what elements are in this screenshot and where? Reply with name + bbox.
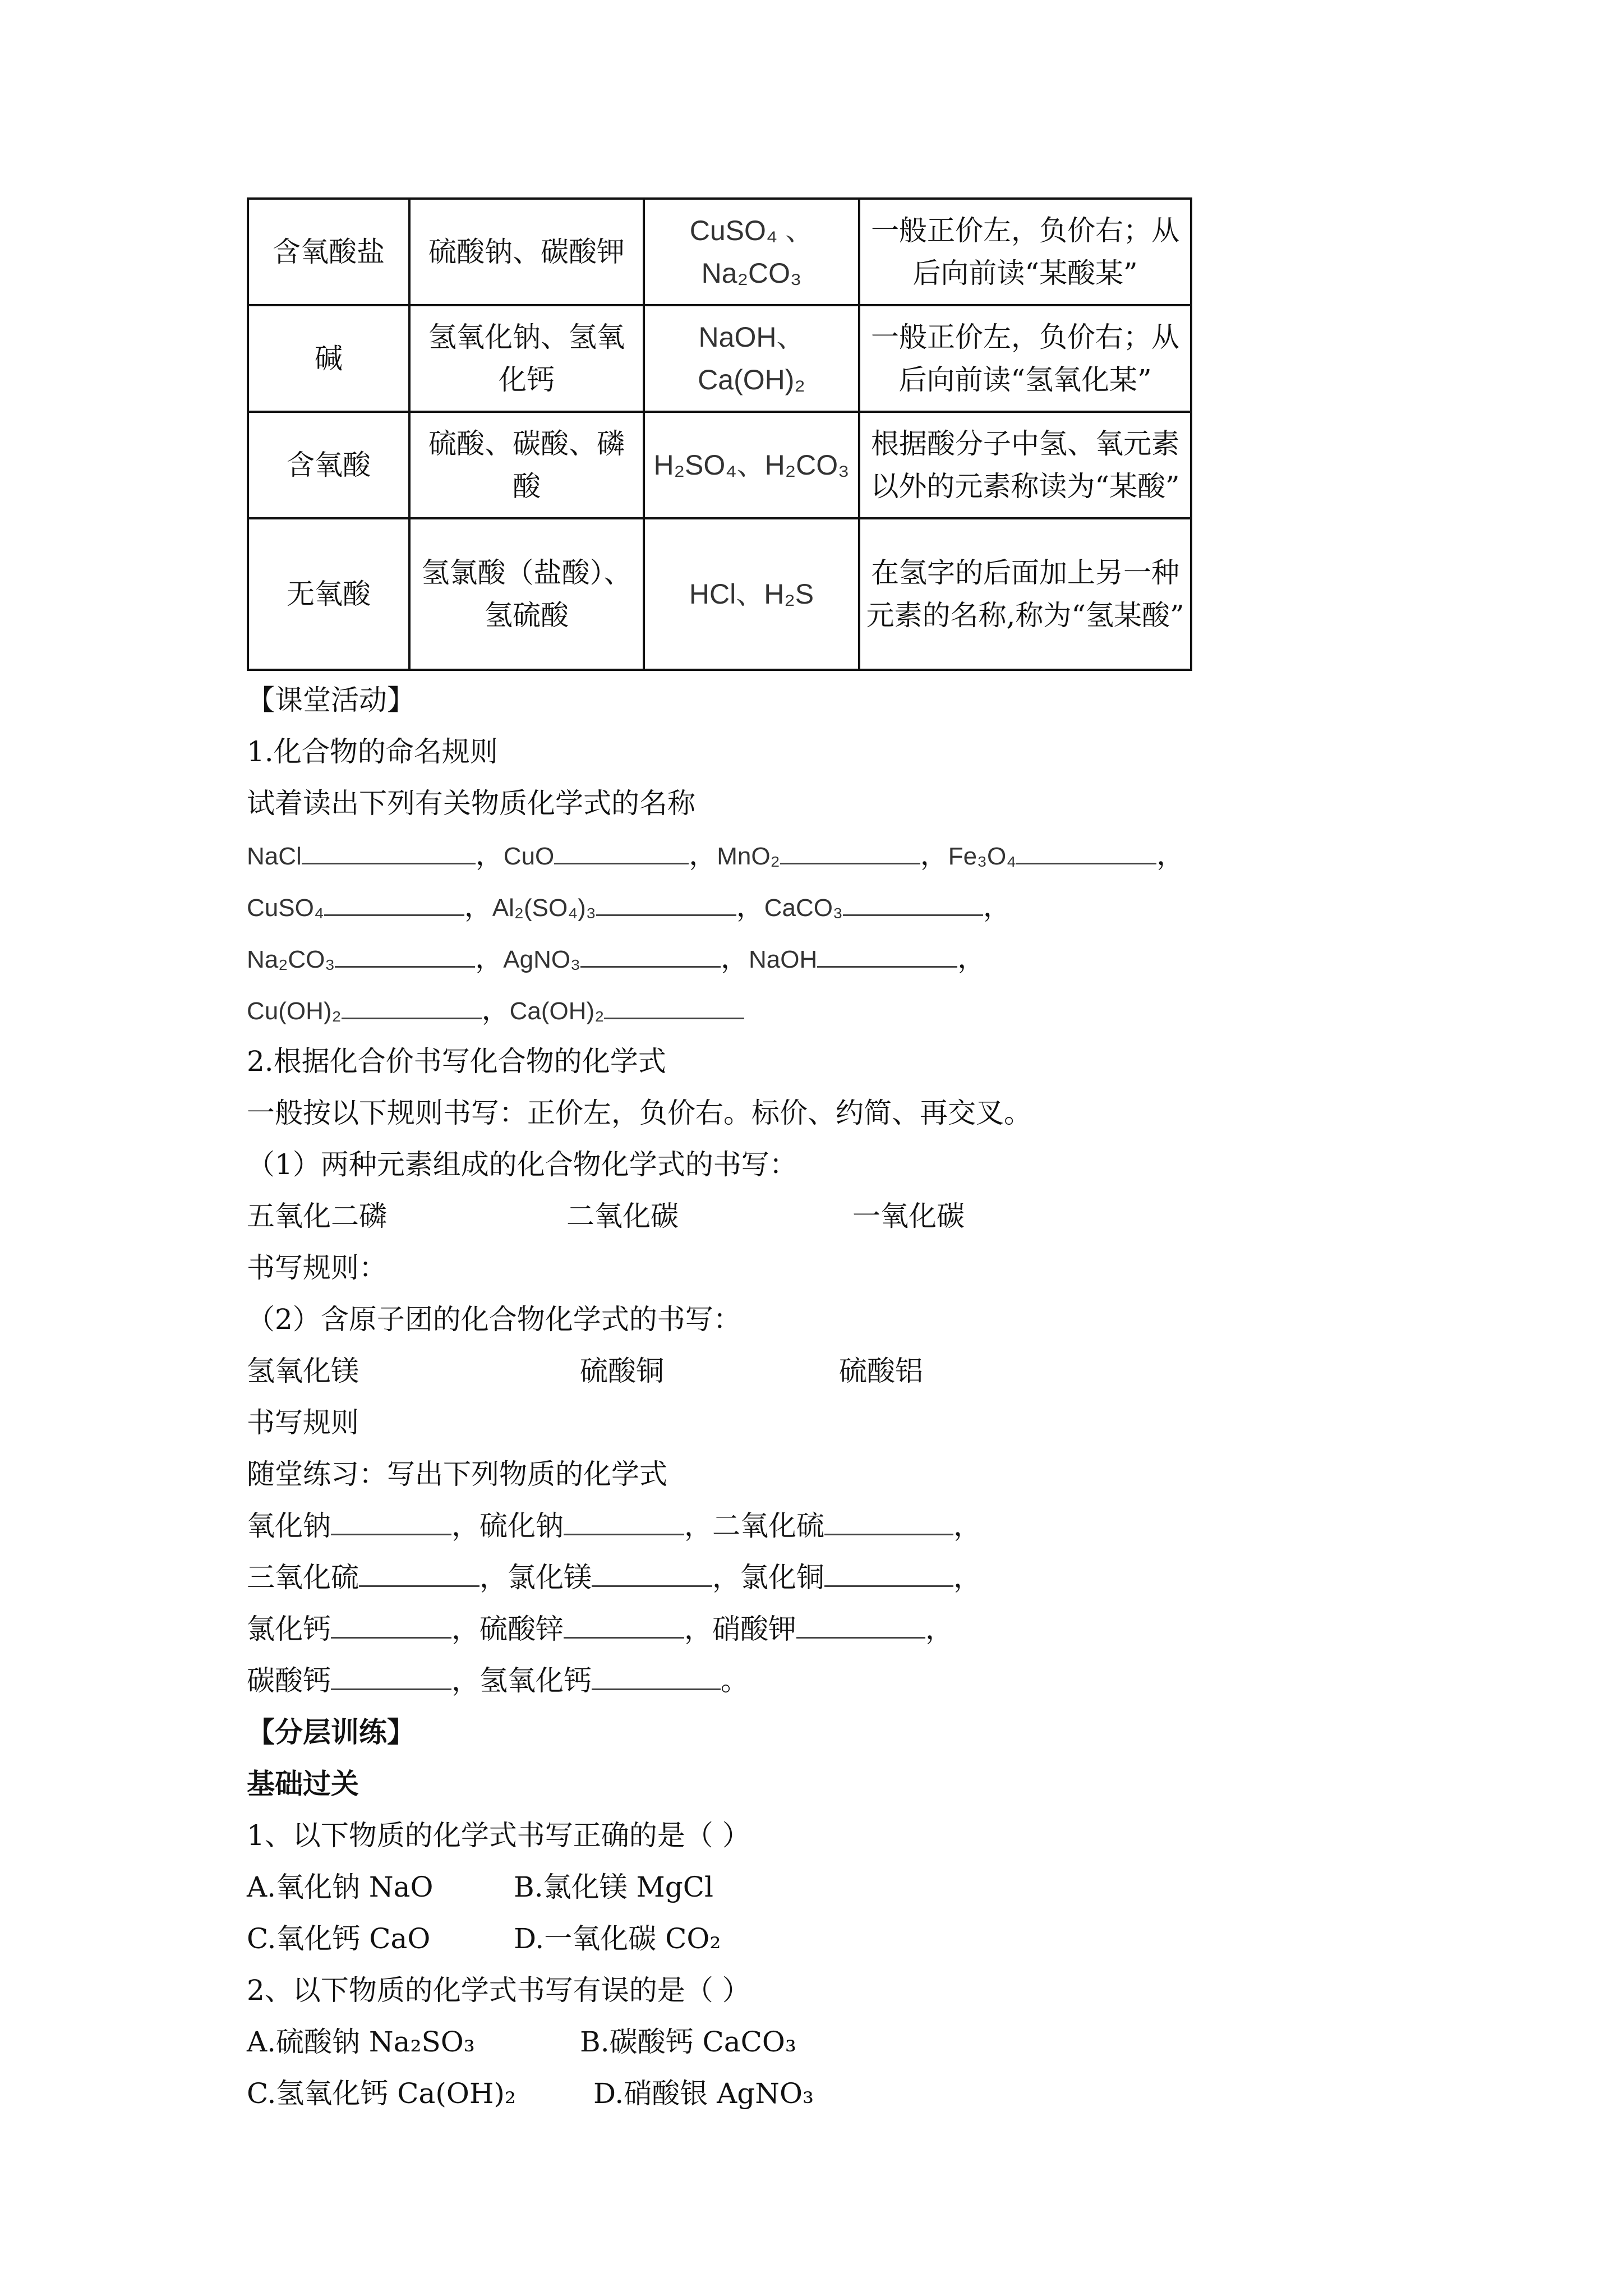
formula-item: CuO (503, 843, 555, 870)
formula-row: Na₂CO₃ ，AgNO₃ ，NaOH ， (247, 942, 986, 974)
formula-item: CaCO₃ (764, 894, 843, 922)
practice-item: 硫化钠 (479, 1510, 564, 1542)
answer-blank[interactable] (824, 1561, 953, 1587)
section-title-naming-rules: 1.化合物的命名规则 (247, 735, 498, 768)
formula-item: CuSO₄ (247, 894, 324, 922)
compound-item: 五氧化二磷 (247, 1200, 387, 1232)
subsection-title: （1）两种元素组成的化合物化学式的书写： (247, 1148, 797, 1181)
practice-title: 随堂练习：写出下列物质的化学式 (247, 1458, 667, 1490)
answer-blank[interactable] (817, 941, 957, 968)
option-b[interactable]: B.碳酸钙 CaCO₃ (580, 2026, 796, 2058)
formula-item: Ca(OH)₂ (509, 997, 605, 1025)
answer-blank[interactable] (342, 993, 482, 1019)
option-a[interactable]: A.氧化钠 NaO (247, 1871, 434, 1903)
practice-item: 碳酸钙 (247, 1664, 331, 1697)
formula-item: AgNO₃ (503, 946, 580, 973)
question-text: 1、以下物质的化学式书写正确的是（ ） (247, 1819, 750, 1852)
option-d[interactable]: D.一氧化碳 CO₂ (514, 1922, 721, 1955)
answer-blank[interactable] (331, 1664, 451, 1690)
subsection-title: （2）含原子团的化合物化学式的书写： (247, 1303, 741, 1336)
instruction-text: 试着读出下列有关物质化学式的名称 (247, 787, 695, 820)
answer-blank[interactable] (359, 1561, 479, 1587)
answer-blank[interactable] (564, 1509, 684, 1535)
answer-blank[interactable] (592, 1561, 712, 1587)
table-cell-examples: 硫酸钠、碳酸钾 (409, 199, 644, 305)
level-heading: 基础过关 (247, 1767, 359, 1800)
table-cell-rule: 根据酸分子中氢、氧元素以外的元素称读为“某酸” (859, 412, 1191, 518)
formula-item: Fe₃O₄ (948, 843, 1017, 870)
formula-item: NaOH (749, 946, 818, 973)
practice-row: 碳酸钙 ，氢氧化钙 。 (247, 1664, 749, 1697)
answer-blank[interactable] (335, 941, 475, 968)
table-row (248, 518, 1191, 670)
formula-item: Na₂CO₃ (247, 946, 335, 973)
answer-blank[interactable] (592, 1664, 721, 1690)
answer-blank[interactable] (843, 890, 983, 916)
table-cell-examples: 氢氯酸（盐酸）、氢硫酸 (409, 518, 644, 670)
formula-row: NaCl ，CuO ，MnO₂ ，Fe₃O₄ ， (247, 839, 1185, 871)
answer-blank[interactable] (331, 1509, 451, 1535)
practice-row: 三氧化硫 ，氯化镁 ，氯化铜 ， (247, 1561, 981, 1594)
answer-blank[interactable] (596, 890, 736, 916)
table-row (248, 199, 1191, 305)
formula-item: Cu(OH)₂ (247, 997, 342, 1025)
table-cell-type: 含氧酸 (248, 412, 409, 518)
formula-row: CuSO₄ ，Al₂(SO₄)₃ ，CaCO₃ ， (247, 890, 1011, 923)
formula-row: Cu(OH)₂ ，Ca(OH)₂ (247, 993, 744, 1028)
practice-row: 氧化钠 ，硫化钠 ，二氧化硫 ， (247, 1510, 981, 1542)
table-cell-formula: H₂SO₄、H₂CO₃ (644, 412, 859, 518)
practice-item: 二氧化硫 (712, 1510, 824, 1542)
table-cell-rule: 一般正价左，负价右；从后向前读“氢氧化某” (859, 305, 1191, 412)
answer-blank[interactable] (331, 1612, 451, 1639)
table-cell-formula: HCl、H₂S (644, 518, 859, 670)
table-cell-examples: 氢氧化钠、氢氧化钙 (409, 305, 644, 412)
practice-item: 氢氧化钙 (479, 1664, 592, 1697)
practice-item: 氯化铜 (740, 1561, 824, 1594)
compound-item: 氢氧化镁 (247, 1355, 359, 1387)
table-cell-rule: 在氢字的后面加上另一种元素的名称,称为“氢某酸” (859, 518, 1191, 670)
answer-blank[interactable] (1016, 838, 1156, 864)
table-cell-formula: NaOH、Ca(OH)₂ (644, 305, 859, 412)
compound-item: 硫酸铝 (839, 1355, 923, 1387)
section-heading-training: 【分层训练】 (247, 1715, 415, 1749)
option-c[interactable]: C.氢氧化钙 Ca(OH)₂ (247, 2077, 516, 2110)
table-cell-examples: 硫酸、碳酸、磷酸 (409, 412, 644, 518)
table-cell-rule: 一般正价左，负价右；从后向前读“某酸某” (859, 199, 1191, 305)
table-row (248, 412, 1191, 518)
section-heading-activity: 【课堂活动】 (247, 684, 415, 716)
practice-item: 氧化钠 (247, 1510, 331, 1542)
answer-blank[interactable] (564, 1612, 684, 1639)
compound-naming-table (247, 197, 1192, 671)
rule-label: 书写规则： (247, 1251, 387, 1284)
compound-item: 一氧化碳 (852, 1200, 965, 1232)
option-b[interactable]: B.氯化镁 MgCl (514, 1871, 713, 1903)
answer-blank[interactable] (796, 1612, 925, 1639)
answer-blank[interactable] (580, 941, 721, 968)
option-d[interactable]: D.硝酸银 AgNO₃ (593, 2077, 814, 2110)
option-a[interactable]: A.硫酸钠 Na₂SO₃ (247, 2026, 475, 2058)
answer-blank[interactable] (324, 890, 464, 916)
practice-item: 氯化钙 (247, 1613, 331, 1645)
table-cell-type: 含氧酸盐 (248, 199, 409, 305)
practice-item: 硫酸锌 (479, 1613, 564, 1645)
formula-item: MnO₂ (717, 843, 780, 870)
answer-blank[interactable] (302, 838, 476, 864)
practice-item: 三氧化硫 (247, 1561, 359, 1594)
rule-label: 书写规则 (247, 1406, 359, 1439)
table-cell-type: 碱 (248, 305, 409, 412)
practice-row: 氯化钙 ，硫酸锌 ，硝酸钾 ， (247, 1613, 953, 1645)
formula-item: NaCl (247, 843, 302, 870)
answer-blank[interactable] (554, 838, 689, 864)
formula-item: Al₂(SO₄)₃ (492, 894, 596, 922)
table-row (248, 305, 1191, 412)
answer-blank[interactable] (604, 993, 744, 1019)
section-title-writing-formulas: 2.根据化合价书写化合物的化学式 (247, 1045, 666, 1078)
compound-item: 硫酸铜 (580, 1355, 664, 1387)
answer-blank[interactable] (780, 838, 920, 864)
practice-item: 氯化镁 (508, 1561, 592, 1594)
compound-item: 二氧化碳 (566, 1200, 679, 1232)
rule-text: 一般按以下规则书写：正价左，负价右。标价、约简、再交叉。 (247, 1097, 1032, 1129)
table-cell-type: 无氧酸 (248, 518, 409, 670)
answer-blank[interactable] (824, 1509, 953, 1535)
question-text: 2、以下物质的化学式书写有误的是（ ） (247, 1974, 750, 2007)
option-c[interactable]: C.氧化钙 CaO (247, 1922, 431, 1955)
table-cell-formula: CuSO₄ 、Na₂CO₃ (644, 199, 859, 305)
practice-item: 硝酸钾 (712, 1613, 796, 1645)
